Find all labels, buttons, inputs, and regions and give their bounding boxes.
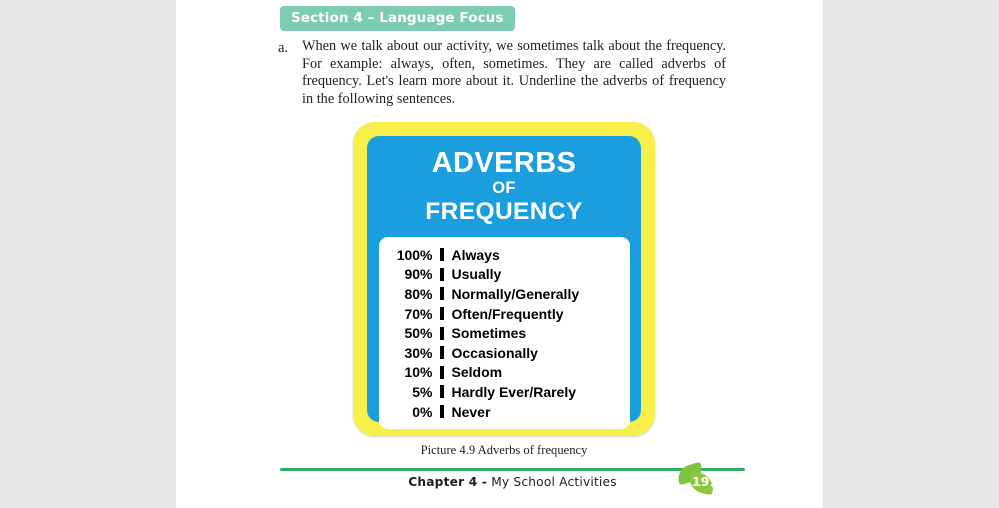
frequency-label: Usually [451, 266, 502, 283]
task-marker: a. [278, 40, 289, 56]
list-item [387, 284, 620, 304]
poster-title-line1: ADVERBS [431, 147, 577, 179]
list-item [387, 323, 620, 343]
bar-marker-icon [440, 268, 444, 281]
frequency-label: Hardly Ever/Rarely [451, 383, 577, 400]
bar-marker-icon [440, 346, 444, 359]
section-badge: Section 4 – Language Focus [280, 6, 515, 31]
list-item [387, 265, 620, 285]
bar-marker-icon [440, 366, 444, 379]
footer-chapter-label: Chapter 4 - [408, 475, 488, 489]
bar-marker-icon [440, 385, 444, 398]
page-number: 191 [691, 474, 719, 489]
frequency-percent: 0% [412, 403, 433, 420]
frequency-label: Never [451, 403, 491, 420]
list-item [387, 304, 620, 324]
frequency-label: Always [451, 246, 500, 263]
poster-title-line2: OF [492, 179, 516, 197]
page-number-badge [676, 463, 724, 501]
poster-frequency-list [379, 237, 630, 429]
frequency-label: Sometimes [451, 325, 527, 342]
list-item [387, 363, 620, 383]
task-text: When we talk about our activity, we sometimes talk about the frequency. For example: always, often, sometimes. They are called adverbs of frequency. Let's learn more about it. Underline the adverbs of frequency in the following sentences. [302, 38, 726, 107]
frequency-percent: 90% [404, 266, 433, 283]
frequency-label: Often/Frequently [451, 305, 564, 322]
task-paragraph [278, 38, 726, 108]
figure-caption: Picture 4.9 Adverbs of frequency [420, 443, 588, 457]
bar-marker-icon [440, 307, 444, 320]
frequency-percent: 10% [404, 364, 433, 381]
figure-adverbs-of-frequency [353, 122, 655, 458]
list-item [387, 382, 620, 402]
document-page [176, 0, 823, 508]
frequency-percent: 50% [404, 325, 433, 342]
poster-title-line3: FREQUENCY [425, 198, 583, 225]
frequency-label: Occasionally [451, 344, 538, 361]
poster-inner-panel [367, 136, 641, 422]
bar-marker-icon [440, 248, 444, 261]
frequency-percent: 70% [404, 305, 433, 322]
bar-marker-icon [440, 287, 444, 300]
frequency-percent: 30% [404, 344, 433, 361]
frequency-label: Normally/Generally [451, 285, 580, 302]
frequency-percent: 80% [404, 285, 433, 302]
frequency-percent: 100% [396, 246, 433, 263]
list-item [387, 402, 620, 422]
bar-marker-icon [440, 405, 444, 418]
frequency-label: Seldom [451, 364, 503, 381]
frequency-percent: 5% [412, 383, 433, 400]
bar-marker-icon [440, 327, 444, 340]
poster-outer-frame [353, 122, 655, 436]
footer-chapter-title: My School Activities [491, 475, 617, 489]
list-item [387, 245, 620, 265]
list-item [387, 343, 620, 363]
